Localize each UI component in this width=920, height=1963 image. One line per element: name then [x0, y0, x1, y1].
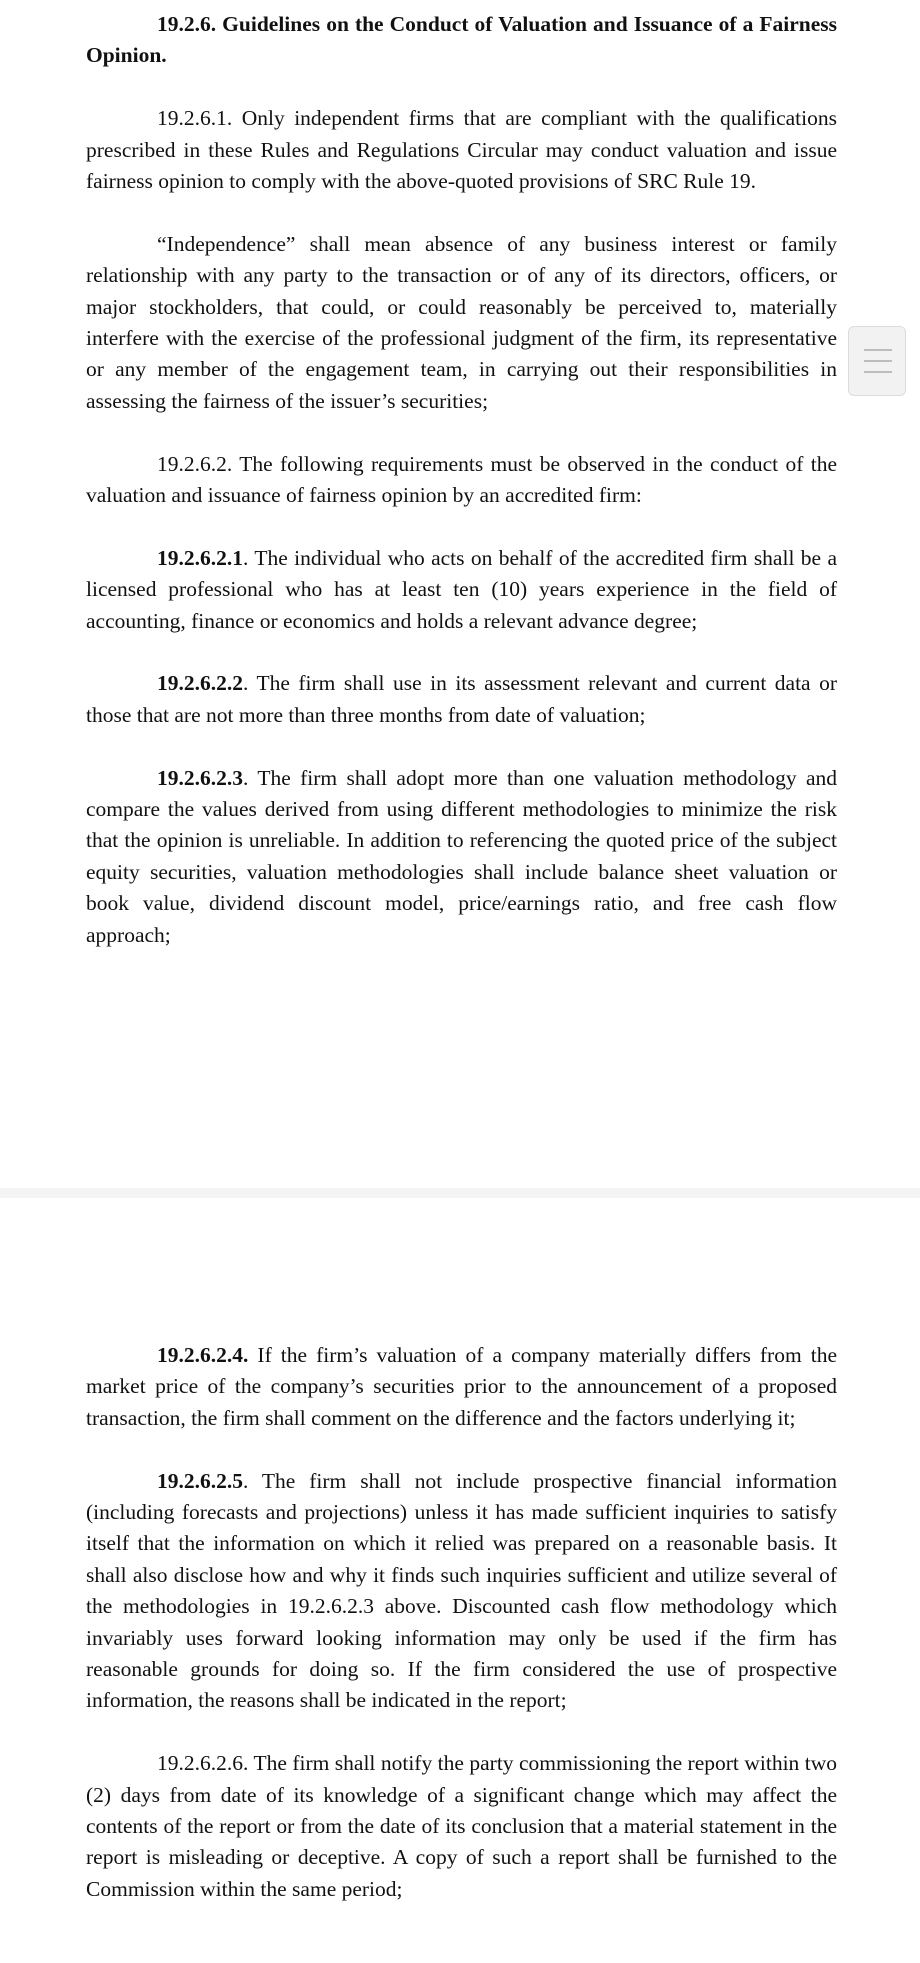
- clause-number: 19.2.6.2.2: [157, 671, 243, 696]
- clause-text: . The firm shall adopt more than one valuation methodology and compare the values derived from using different methodologies to minimize the risk that the opinion is unreliable. In addition to referencing the quoted price of the subject equity securities, valuation methodologies shall include balance sheet valuation or book value, dividend discount model, price/earnings ratio, and free cash flow approach;: [86, 765, 837, 947]
- menu-bar: [864, 371, 892, 373]
- clause-number: 19.2.6.2.4.: [157, 1343, 249, 1367]
- menu-bar: [864, 349, 892, 351]
- paragraph-19-2-6-1: 19.2.6.1. Only independent firms that are compliant with the qualifications prescribed in these Rules and Regulations Circular may conduct valuation and issue fairness opinion to comply with the above-quoted provisions of SRC Rule 19.: [86, 106, 837, 194]
- document-page-2: [0, 1198, 920, 1963]
- paragraph-19-2-6-2-5: [86, 1466, 837, 1717]
- paragraph-19-2-6-2-1: [86, 543, 837, 637]
- clause-number: 19.2.6.2.5: [157, 1468, 243, 1493]
- clause-text: . The firm shall use in its assessment relevant and current data or those that are not more than three months from date of valuation;: [86, 671, 837, 727]
- section-heading: 19.2.6. Guidelines on the Conduct of Valuation and Issuance of a Fairness Opinion.: [86, 12, 837, 68]
- clause-number: 19.2.6.2.1: [157, 545, 243, 570]
- paragraph-19-2-6-2: 19.2.6.2. The following requirements must be observed in the conduct of the valuation and issuance of fairness opinion by an accredited firm:: [86, 451, 837, 508]
- page-2-content: [86, 1340, 837, 1905]
- page-1-content: [86, 9, 837, 951]
- paragraph-19-2-6-2-2: [86, 668, 837, 731]
- clause-text: . The firm shall not include prospective financial information (including forecasts and projections) unless it has made sufficient inquiries to satisfy itself that the information on which it relied was prepared on a reasonable basis. It shall also disclose how and why it finds such inquiries sufficient and utilize several of the methodologies in 19.2.6.2.3 above. Discounted cash flow methodology which invariably uses forward looking information may only be used if the firm has reasonable grounds for doing so. If the firm considered the use of prospective information, the reasons shall be indicated in the report;: [86, 1468, 837, 1713]
- paragraph-independence-definition: “Independence” shall mean absence of any business interest or family relationship with any party to the transaction or of any of its directors, officers, or major stockholders, that could, or could reasonably be perceived to, materially interfere with the exercise of the professional judgment of the firm, its representative or any member of the engagement team, in carrying out their responsibilities in assessing the fairness of the issuer’s securities;: [86, 231, 837, 413]
- paragraph-19-2-6-2-4: [86, 1340, 837, 1434]
- page-separator: [0, 1188, 920, 1198]
- menu-bar: [864, 360, 892, 362]
- paragraph-19-2-6-2-6: 19.2.6.2.6. The firm shall notify the party commissioning the report within two (2) days from date of its knowledge of a significant change which may affect the contents of the report or from the date of its conclusion that a material statement in the report is misleading or deceptive. A copy of such a report shall be furnished to the Commission within the same period;: [86, 1751, 837, 1901]
- hamburger-menu-icon[interactable]: [848, 326, 906, 396]
- clause-number: 19.2.6.2.3: [157, 765, 243, 790]
- clause-text: If the firm’s valuation of a company materially differs from the market price of the company’s securities prior to the announcement of a proposed transaction, the firm shall comment on the difference and the factors underlying it;: [86, 1343, 837, 1430]
- clause-text: . The individual who acts on behalf of the accredited firm shall be a licensed professional who has at least ten (10) years experience in the field of accounting, finance or economics and holds a relevant advance degree;: [86, 545, 837, 633]
- paragraph-19-2-6-2-3: [86, 763, 837, 951]
